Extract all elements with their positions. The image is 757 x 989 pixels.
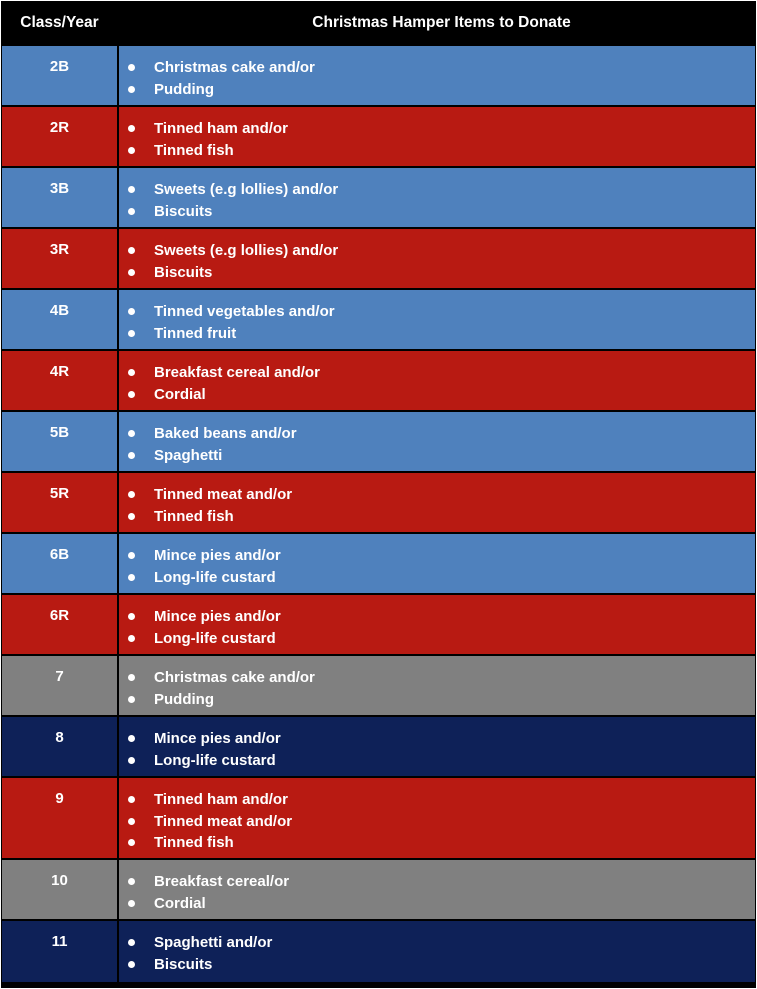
bullet-icon bbox=[128, 491, 135, 498]
bullet-icon bbox=[128, 939, 135, 946]
items-cell bbox=[119, 717, 755, 776]
item-text: Mince pies and/or bbox=[154, 547, 281, 564]
header-class-year: Class/Year bbox=[2, 2, 119, 44]
list-item bbox=[128, 932, 755, 954]
item-text: Spaghetti and/or bbox=[154, 934, 273, 951]
bullet-icon bbox=[128, 330, 135, 337]
bullet-icon bbox=[128, 391, 135, 398]
bullet-icon bbox=[128, 900, 135, 907]
class-year-cell: 8 bbox=[2, 717, 119, 776]
item-text: Tinned ham and/or bbox=[154, 791, 288, 808]
item-text: Tinned ham and/or bbox=[154, 120, 288, 137]
items-cell bbox=[119, 229, 755, 288]
item-text: Tinned fish bbox=[154, 834, 234, 851]
list-item bbox=[128, 118, 755, 140]
item-text: Biscuits bbox=[154, 955, 213, 973]
items-list bbox=[128, 789, 755, 854]
items-cell bbox=[119, 534, 755, 593]
table-row bbox=[2, 473, 755, 534]
header-items: Christmas Hamper Items to Donate bbox=[119, 2, 755, 44]
items-cell bbox=[119, 656, 755, 715]
items-cell bbox=[119, 107, 755, 166]
bullet-icon bbox=[128, 369, 135, 376]
list-item bbox=[128, 667, 755, 689]
item-text: Tinned vegetables and/or bbox=[154, 303, 335, 320]
item-text: Spaghetti bbox=[154, 446, 223, 464]
item-text: Breakfast cereal/or bbox=[154, 873, 290, 890]
items-cell bbox=[119, 168, 755, 227]
items-cell bbox=[119, 921, 755, 982]
list-item bbox=[128, 140, 755, 162]
list-item bbox=[128, 871, 755, 893]
table-row bbox=[2, 595, 755, 656]
item-text: Mince pies and/or bbox=[154, 608, 281, 625]
list-item bbox=[128, 484, 755, 506]
class-year-cell: 6R bbox=[2, 595, 119, 654]
bullet-icon bbox=[128, 613, 135, 620]
list-item bbox=[128, 606, 755, 628]
bullet-icon bbox=[128, 818, 135, 825]
bullet-icon bbox=[128, 574, 135, 581]
items-list bbox=[128, 362, 755, 405]
bullet-icon bbox=[128, 125, 135, 132]
list-item bbox=[128, 545, 755, 567]
class-year-cell: 7 bbox=[2, 656, 119, 715]
item-text: Long-life custard bbox=[154, 568, 276, 586]
class-year-cell: 5B bbox=[2, 412, 119, 471]
item-text: Sweets (e.g lollies) and/or bbox=[154, 242, 339, 259]
items-list bbox=[128, 484, 755, 527]
items-list bbox=[128, 179, 755, 222]
class-year-cell: 4B bbox=[2, 290, 119, 349]
items-list bbox=[128, 545, 755, 588]
list-item bbox=[128, 567, 755, 589]
class-year-cell: 4R bbox=[2, 351, 119, 410]
list-item bbox=[128, 750, 755, 772]
bullet-icon bbox=[128, 696, 135, 703]
bullet-icon bbox=[128, 186, 135, 193]
item-text: Pudding bbox=[154, 690, 214, 708]
list-item bbox=[128, 789, 755, 811]
list-item bbox=[128, 362, 755, 384]
bullet-icon bbox=[128, 635, 135, 642]
bullet-icon bbox=[128, 430, 135, 437]
class-year-cell: 2R bbox=[2, 107, 119, 166]
items-list bbox=[128, 606, 755, 649]
class-year-cell: 9 bbox=[2, 778, 119, 858]
list-item bbox=[128, 689, 755, 711]
item-text: Cordial bbox=[154, 385, 206, 403]
item-text: Biscuits bbox=[154, 263, 213, 281]
table-row bbox=[2, 107, 755, 168]
items-list bbox=[128, 240, 755, 283]
bullet-icon bbox=[128, 147, 135, 154]
items-list bbox=[128, 301, 755, 344]
items-list bbox=[128, 728, 755, 771]
items-list bbox=[128, 118, 755, 161]
items-list bbox=[128, 667, 755, 710]
class-year-cell: 10 bbox=[2, 860, 119, 919]
list-item bbox=[128, 811, 755, 833]
bullet-icon bbox=[128, 961, 135, 968]
bullet-icon bbox=[128, 208, 135, 215]
list-item bbox=[128, 423, 755, 445]
item-text: Biscuits bbox=[154, 202, 213, 220]
item-text: Tinned fish bbox=[154, 141, 234, 159]
list-item bbox=[128, 506, 755, 528]
table-row bbox=[2, 168, 755, 229]
items-cell bbox=[119, 290, 755, 349]
list-item bbox=[128, 262, 755, 284]
list-item bbox=[128, 240, 755, 262]
item-text: Christmas cake and/or bbox=[154, 669, 315, 686]
list-item bbox=[128, 728, 755, 750]
item-text: Mince pies and/or bbox=[154, 730, 281, 747]
list-item bbox=[128, 832, 755, 854]
list-item bbox=[128, 893, 755, 915]
table-row bbox=[2, 534, 755, 595]
list-item bbox=[128, 323, 755, 345]
table-row bbox=[2, 46, 755, 107]
item-text: Sweets (e.g lollies) and/or bbox=[154, 181, 339, 198]
class-year-cell: 2B bbox=[2, 46, 119, 105]
item-text: Tinned meat and/or bbox=[154, 486, 293, 503]
item-text: Long-life custard bbox=[154, 629, 276, 647]
list-item bbox=[128, 79, 755, 101]
list-item bbox=[128, 445, 755, 467]
table-row bbox=[2, 921, 755, 982]
list-item bbox=[128, 628, 755, 650]
item-text: Long-life custard bbox=[154, 751, 276, 769]
items-list bbox=[128, 871, 755, 914]
item-text: Tinned fish bbox=[154, 507, 234, 525]
items-cell bbox=[119, 860, 755, 919]
bullet-icon bbox=[128, 796, 135, 803]
table-row bbox=[2, 778, 755, 860]
table-row bbox=[2, 229, 755, 290]
item-text: Baked beans and/or bbox=[154, 425, 297, 442]
bullet-icon bbox=[128, 757, 135, 764]
class-year-cell: 5R bbox=[2, 473, 119, 532]
bullet-icon bbox=[128, 247, 135, 254]
table-row bbox=[2, 351, 755, 412]
item-text: Tinned fruit bbox=[154, 324, 237, 342]
items-cell bbox=[119, 351, 755, 410]
item-text: Breakfast cereal and/or bbox=[154, 364, 320, 381]
items-list bbox=[128, 57, 755, 100]
items-cell bbox=[119, 778, 755, 858]
bullet-icon bbox=[128, 839, 135, 846]
items-list bbox=[128, 932, 755, 975]
item-text: Christmas cake and/or bbox=[154, 59, 315, 76]
bullet-icon bbox=[128, 269, 135, 276]
bullet-icon bbox=[128, 86, 135, 93]
list-item bbox=[128, 384, 755, 406]
list-item bbox=[128, 201, 755, 223]
table-row bbox=[2, 412, 755, 473]
bullet-icon bbox=[128, 674, 135, 681]
list-item bbox=[128, 179, 755, 201]
item-text: Pudding bbox=[154, 80, 214, 98]
class-year-cell: 11 bbox=[2, 921, 119, 982]
item-text: Tinned meat and/or bbox=[154, 812, 293, 830]
items-cell bbox=[119, 46, 755, 105]
class-year-cell: 3B bbox=[2, 168, 119, 227]
items-list bbox=[128, 423, 755, 466]
table-row bbox=[2, 656, 755, 717]
class-year-cell: 6B bbox=[2, 534, 119, 593]
bullet-icon bbox=[128, 513, 135, 520]
bullet-icon bbox=[128, 878, 135, 885]
bullet-icon bbox=[128, 552, 135, 559]
class-year-cell: 3R bbox=[2, 229, 119, 288]
hamper-table bbox=[1, 1, 756, 988]
items-cell bbox=[119, 412, 755, 471]
items-cell bbox=[119, 595, 755, 654]
table-row bbox=[2, 290, 755, 351]
list-item bbox=[128, 57, 755, 79]
items-cell bbox=[119, 473, 755, 532]
item-text: Cordial bbox=[154, 894, 206, 912]
list-item bbox=[128, 954, 755, 976]
bullet-icon bbox=[128, 735, 135, 742]
bullet-icon bbox=[128, 308, 135, 315]
bullet-icon bbox=[128, 64, 135, 71]
table-row bbox=[2, 860, 755, 921]
table-row bbox=[2, 717, 755, 778]
table-header-row bbox=[2, 2, 755, 46]
list-item bbox=[128, 301, 755, 323]
bullet-icon bbox=[128, 452, 135, 459]
